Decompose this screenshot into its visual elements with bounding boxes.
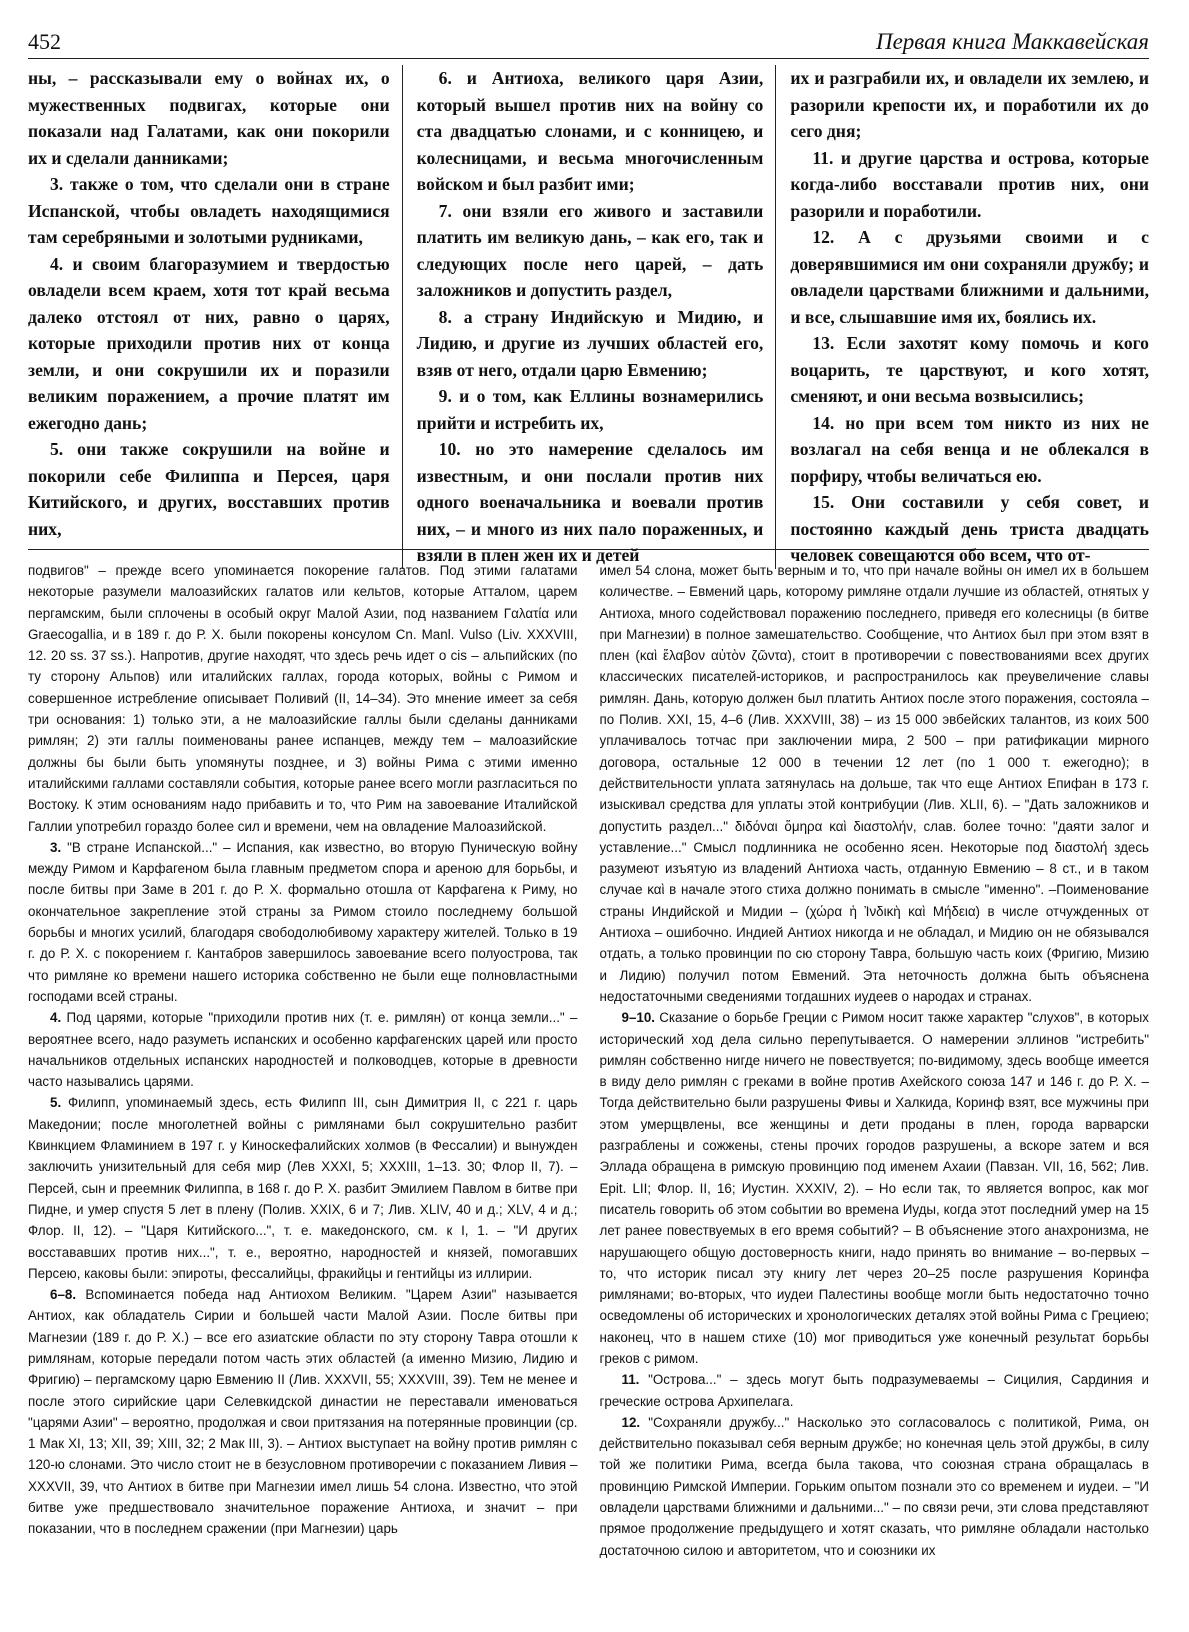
commentary-text: "Острова..." – здесь могут быть подразумеваемы – Сицилия, Сардиния и греческие острова Архипелага. [599, 1372, 1149, 1409]
scripture-column-1 [28, 65, 402, 569]
scripture-text [28, 65, 1149, 565]
commentary-text: Вспоминается победа над Антиохом Великим. "Царем Азии" называется Антиох, как обладатель Сирии и большей части Малой Азии. После битвы при Магнезии (189 г. до Р. Х.) – все его азиатские области по эту сторону Тавра отошли к римлянам, которые передали потом часть этих областей (а именно Мизию, Лидию и Фригию) – пергамскому царю Евмению II (Лив. XXXVII, 55; XXXVIII, 39). Тем не менее и после этого сирийские цари Селевкидской династии не переставали именоваться "царями Азии" – вероятно, продолжая и свои притязания на потерянные провинции (ср. 1 Мак XI, 13; XII, 39; XIII, 32; 2 Мак III, 3). – Антиох выступает на войну против римлян с 120-ю слонами. Это число стоит не в безусловном противоречии с показанием Ливия – XXXVII, 39, что Антиох в битве при Магнезии имел лишь 54 слона. Известно, что этой битве уже предшествовало значительное поражение Антиоха, и значит – при показании, что в последнем сражении (при Магнезии) царь [28, 1287, 578, 1537]
verse-paragraph: 9. и о том, как Еллины вознамерились прийти и истребить их, [416, 386, 764, 433]
commentary-text: "Сохраняли дружбу..." Насколько это согласовалось с политикой, Рима, он действительно показывал себя верным дружбе; но конечная цель этой дружбы, в силу той же политики Рима, всегда была такова, что союзная страна обращалась в провинцию Римской Империи. Горьким опытом познали это со временем и иудеи. – "И овладели царствами ближними и дальними..." – по связи речи, эти слова представляют прямое продолжение предыдущего и хотят сказать, что римляне обладали настолько достаточною силою и авторитетом, что и союзники их [599, 1414, 1149, 1558]
verse-paragraph: 12. А с друзьями своими и с доверявшимися им они сохраняли дружбу; и овладели царствами ближними и дальними, и все, слышавшие имя их, боялись их. [790, 227, 1149, 327]
verse-paragraph: 13. Если захотят кому помочь и кого воцарить, те царствуют, и кого хотят, сменяют, и они весьма возвысились; [790, 333, 1149, 406]
verse-paragraph: 5. они также сокрушили на войне и покорили себе Филиппа и Персея, царя Китийского, и других, восставших против них, [28, 439, 390, 539]
scripture-column-2 [402, 65, 776, 569]
commentary-text: "В стране Испанской..." – Испания, как известно, во вторую Пуническую войну между Римом и Карфагеном была главным предметом спора и ареною для борьбы, и после битвы при Заме в 201 г. до Р. Х. формально отошла от Карфагена к Риму, но окончательное закрепление этой страны за Римом стоило последнему большой борьбы и многих усилий, благодаря свободолюбивому характеру жителей. Только в 19 г. до Р. Х. с покорением г. Кантабров завершилось завоевание всего полуострова, так что римляне ко времени нашего историка собственно не были еще полновластными господами всей страны. [28, 839, 578, 1004]
verse-ref: 3. [50, 839, 62, 855]
verse-paragraph: ны, – рассказывали ему о войнах их, о мужественных подвигах, которые они показали над Галатами, как они покорили их и сделали данниками; [28, 68, 390, 168]
commentary-paragraph [600, 1369, 1150, 1412]
commentary-paragraph [28, 1092, 578, 1284]
verse-paragraph: 7. они взяли его живого и заставили платить им великую дань, – как его, так и следующих после него царей, – дать заложников и допустить раздел, [416, 200, 764, 300]
verse-ref: 4. [50, 1010, 62, 1026]
commentary-paragraph [28, 560, 578, 837]
verse-paragraph: 10. но это намерение сделалось им известным, и они послали против них одного военачальника и воевали против них, – и много из них пало пораженных, и взяли в плен жен их и детей [416, 439, 764, 565]
page-header [28, 18, 1149, 59]
commentary-text: Филипп, упоминаемый здесь, есть Филипп III, сын Димитрия II, с 221 г. царь Македонии; после многолетней войны с римлянами был сокрушительно разбит Квинкцием Фламинием в 197 г. у Киноскефалийских холмов (в Фессалии) и вынужден заключить унизительный для себя мир (Лев XXXI, 5; XXXIII, 1–13. 30; Флор II, 7). – Персей, сын и преемник Филиппа, в 168 г. до Р. Х. разбит Эмилием Павлом в битве при Пидне, и умер спустя 5 лет в плену (Полив. XXIX, 6 и 7; Лив. XLIV, 40 и д.; XLV, 4 и д.; Флор. II, 12). – "Царя Китийского...", т. е. македонского, см. к I, 1. – "И других восстававших против них...", т. е., вероятно, народностей и князей, помогавших Персею, каковы были: эпироты, фессалийцы, фракийцы и гентийцы из иллирии. [28, 1095, 578, 1281]
verse-paragraph: 11. и другие царства и острова, которые когда-либо восставали против них, они разорили и поработили. [790, 147, 1149, 221]
commentary-text: имел 54 слона, может быть верным и то, что при начале войны он имел их в большем количестве. – Евмений царь, которому римляне отдали лучшие из областей, отнятых у Антиоха, много содействовал поражению последнего, приведя его колесницы (в битве при Магнезии) в полное замешательство. Сообщение, что Антиох был при этом взят в плен (καὶ ἔλαβον αὐτὸν ζῶντα), стоит в противоречии с повествованиями всех других классических писателей-историков, и распространилось как преувеличение славы римлян. Дань, которую должен был платить Антиох после этого поражения, состояла – по Полив. XXI, 15, 4–6 (Лив. XXXVIII, 38) – из 15 000 эвбейских талантов, из коих 500 уплачивалось тотчас при заключении мира, 2 500 – при ратификации мирного договора, остальные 12 000 в течении 12 лет (по 1 000 т. ежегодно); в действительности уплата затянулась на дольше, так что еще Антиох Епифан в 173 г. изыскивал средства для уплаты этой контрибуции (Лив. XLII, 6). – "Дать заложников и допустить раздел..." διδόναι ὅμηρα καὶ διαστολήν, слав. более точно: "даяти залог и уставление..." Смысл подлинника не особенно ясен. Некоторые под διαστολή здесь разумеют изъятую из владений Антиоха часть, отданную Евмению – 8 ст., и в таком случае καὶ в начале этого стиха должно понимать в смысле "именно". –Поименование страны Индийской и Мидии – (χώρα ἡ Ἰνδικὴ καὶ Μήδεια) в числе отчужденных от Антиоха – ошибочно. Индией Антиох никогда и не обладал, и Мидию он не обязывался отдать, а только провинции по сю сторону Тавра, большую часть коих (Фригию, Мизию и Лидию) получил потом Евмений. Эта неточность должна быть объяснена недостаточными сведениями тогдашних иудеев о народах и странах. [599, 563, 1149, 1004]
commentary-paragraph [600, 560, 1150, 1007]
verse-paragraph: 6. и Антиоха, великого царя Азии, который вышел против них на войну со ста двадцатью слонами, и с конницею, и колесницами, и весьма многочисленным войском и был разбит ими; [416, 68, 764, 194]
commentary-paragraph [28, 1284, 578, 1540]
commentary-paragraph [600, 1007, 1150, 1369]
verse-paragraph: 3. также о том, что сделали они в стране Испанской, чтобы овладеть находящимися там серебряными и золотыми рудниками, [28, 174, 390, 247]
verse-paragraph: их и разграбили их, и овладели их землею, и разорили крепости их, и поработили их до сего дня; [790, 68, 1149, 141]
commentary [28, 560, 1149, 1628]
verse-ref: 5. [50, 1095, 62, 1111]
commentary-column-right [600, 560, 1150, 1628]
commentary-text: Под царями, которые "приходили против них (т. е. римлян) от конца земли..." – вероятнее всего, надо разуметь испанских и особенно карфагенских царей или просто начальников отдельных испанских народностей и полководцев, которые в древности часто назывались царями. [28, 1010, 578, 1090]
commentary-column-left [28, 560, 578, 1628]
verse-paragraph: 15. Они составили у себя совет, и постоянно каждый день триста двадцать человек совещаются обо всем, что от- [790, 492, 1149, 565]
verse-ref: 6–8. [50, 1287, 77, 1303]
commentary-text: подвигов" – прежде всего упоминается покорение галатов. Под этими галатами некоторые разумели малоазийских галатов или кельтов, которые Атталом, царем пергамским, были сплочены в особый округ Малой Азии, под названием Γαλατία или Graecogallia, и в 189 г. до Р. Х. были покорены консулом Cn. Manl. Vulso (Liv. XXXVIII, 12. 20 ss. 37 ss.). Напротив, другие находят, что здесь речь идет о cis – альпийских (по ту сторону Альпов) или италийских галлах, города которых, войны с Римом и совершенное истребление описывает Поливий (II, 14–34). Это мнение имеет за себя три основания: 1) только эти, а не малоазийские галлы были сделаны данниками римлян; 2) эти галлы поименованы ранее испанцев, между тем – малоазийские должны бы были быть упомянуты позднее, и 3) войны Рима с этими именно италийскими галлами составляли события, которые ранее всего могли разгласиться по Востоку. К этим основаниям надо прибавить и то, что Рим на завоевание Италийской Галлии употребил гораздо более сил и времени, чем на овладение Малоазийской. [28, 563, 578, 834]
commentary-text: Сказание о борьбе Греции с Римом носит также характер "слухов", в которых исторический ход дела сильно перепутывается. О намерении эллинов "истребить" римлян собственно нигде ничего не повествуется; по-видимому, здесь вообще имеется в виду дело римлян с греками в войне против Ахейского союза 147 и 146 г. до Р. Х. – Тогда действительно были разрушены Фивы и Халкида, Коринф взят, все мужчины при этом умерщвлены, все женщины и дети проданы в плен, города варварски разграблены и сожжены, стены прочих городов разрушены, а вскоре затем и вся Эллада обращена в римскую провинцию под именем Ахаии (Павзан. VII, 16, 562; Лив. Epit. LII; Флор. II, 16; Иустин. XXXIV, 2). – Но если так, то является вопрос, как мог писатель говорить об этом событии во времена Иуды, когда этот последний умер на 15 лет ранее повествуемых в его время событий? – В объяснение этого анахронизма, не нарушающего общую достоверность книги, надо принять во внимание – во-первых – то, что историк писал эту книгу лет через 20–25 после разрушения Коринфа римлянами; во-вторых, что иудеи Палестины вообще могли быть недостаточно точно осведомлены об исторических и хронологических деталях этой войны Рима с Грециею; наконец, что в нашем стихе (10) мог приводиться уже конечный результат борьбы греков с римом. [599, 1010, 1149, 1366]
verse-paragraph: 14. но при всем том никто из них не возлагал на себя венца и не облекался в порфиру, чтобы величаться ею. [790, 412, 1149, 486]
commentary-paragraph [28, 837, 578, 1007]
page-number: 452 [28, 29, 61, 54]
verse-ref: 9–10. [621, 1010, 656, 1026]
verse-ref: 12. [621, 1414, 641, 1430]
running-title: Первая книга Маккавейская [875, 29, 1149, 54]
verse-ref: 11. [621, 1372, 640, 1388]
commentary-paragraph [28, 1007, 578, 1092]
verse-paragraph: 4. и своим благоразумием и твердостью овладели всем краем, хотя тот край весьма далеко отстоял от них, равно о царях, которые приходили против них от конца земли, и они сокрушили их и поразили великим поражением, а прочие платят им ежегодно дань; [28, 253, 390, 433]
commentary-paragraph [600, 1412, 1150, 1561]
scripture-column-3 [775, 65, 1149, 569]
verse-paragraph: 8. а страну Индийскую и Мидию, и Лидию, и другие из лучших областей его, взяв от него, отдали царю Евмению; [416, 306, 764, 380]
